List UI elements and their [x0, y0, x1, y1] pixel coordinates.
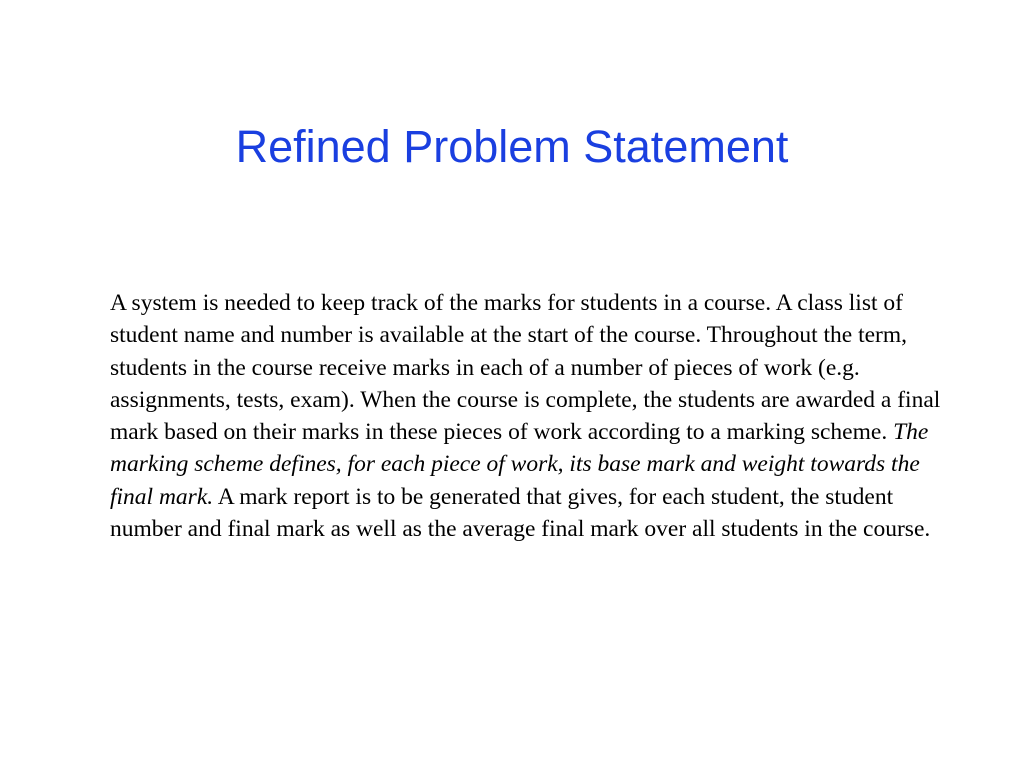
statement-text-italic: The marking scheme defines, for each piece of work, its base mark and weight towards the final mark. — [110, 419, 929, 510]
slide-title: Refined Problem Statement — [235, 121, 789, 172]
problem-statement-paragraph — [110, 287, 945, 545]
statement-text-part-1: A system is needed to keep track of the marks for students in a course. A class list of student name and number is available at the start of the course. Throughout the term, students in the course receive marks in each of a number of pieces of work (e.g. assignments, tests, exam). When the course is complete, the students are awarded a final mark based on their marks in these pieces of work according to a marking scheme. — [110, 290, 941, 446]
statement-text-part-2: A mark report is to be generated that gives, for each student, the student number and final mark as well as the average final mark over all students in the course. — [110, 483, 931, 543]
